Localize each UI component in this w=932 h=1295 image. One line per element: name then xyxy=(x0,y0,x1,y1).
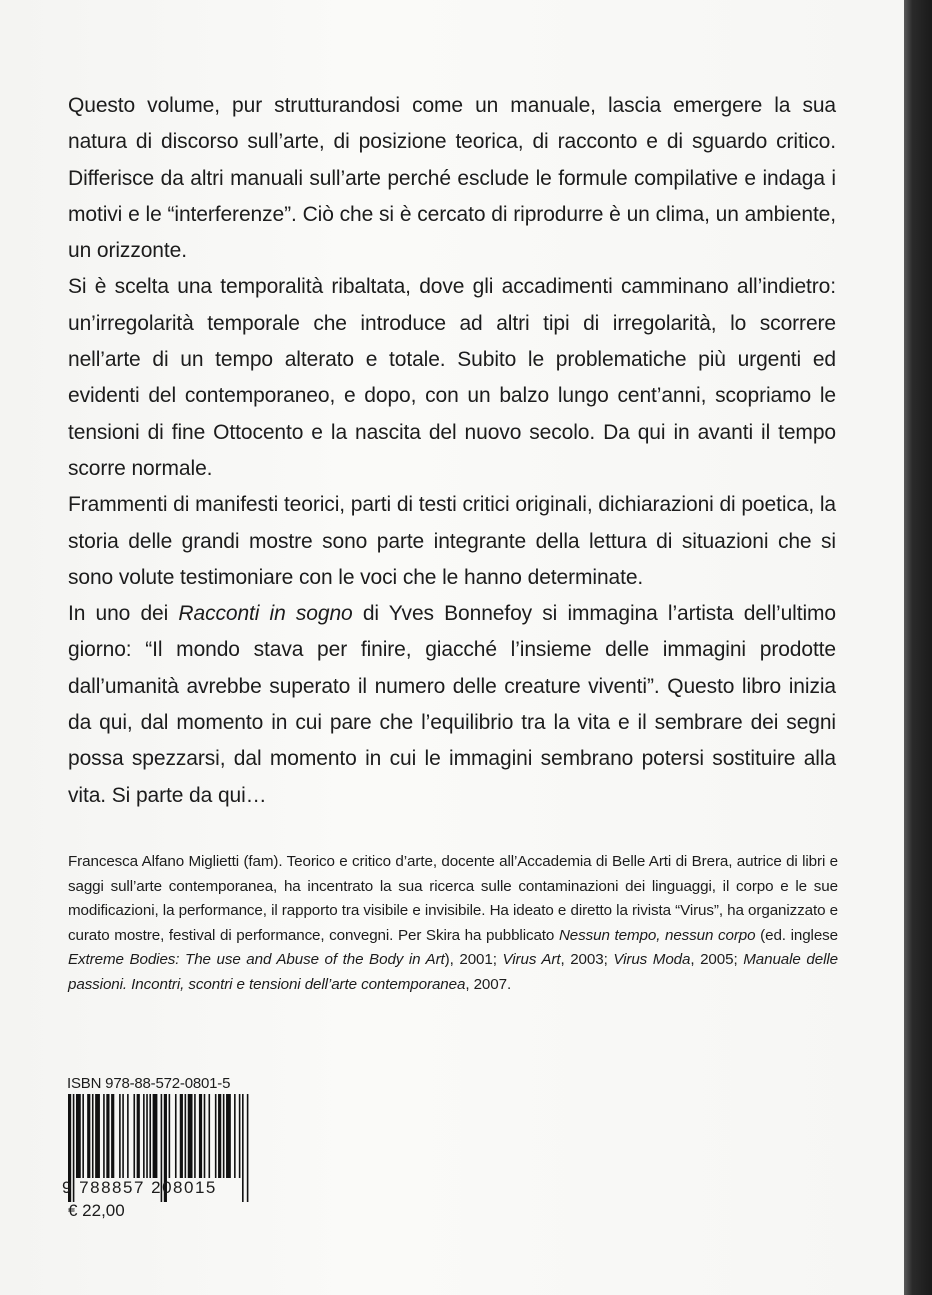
blurb-paragraph-1: Questo volume, pur strutturandosi come un manuale, lascia emergere la sua natura di discorso sull’arte, di posizione teorica, di racconto e di sguardo critico. Differisce da altri manuali sull’arte perché esclude le formule compilative e indaga i motivi e le “interferenze”. Ciò che si è cercato di riprodurre è un clima, un ambiente, un orizzonte. xyxy=(68,94,836,263)
barcode-bar xyxy=(194,1094,196,1178)
bio-title: Nessun tempo, nessun corpo xyxy=(558,926,756,944)
barcode-bar xyxy=(137,1094,140,1178)
barcode-bar xyxy=(218,1094,221,1178)
barcode-bar xyxy=(92,1094,94,1178)
isbn-label: ISBN 978-88-572-0801-5 xyxy=(67,1075,231,1092)
barcode-bar xyxy=(127,1094,129,1178)
blurb-paragraph-2: Si è scelta una temporalità ribaltata, dove gli accadimenti camminano all’indietro: un’irregolarità temporale che introduce ad altri tipi di irregolarità, lo scorrere nell’arte di un tempo alterato e totale. Subito le problematiche più urgenti ed evidenti del contemporaneo, e dopo, con un balzo lungo cent’anni, scopriamo le tensioni di fine Ottocento e la nascita del nuovo secolo. Da qui in avanti il tempo scorre normale. xyxy=(68,275,836,480)
barcode-bar xyxy=(103,1094,105,1178)
barcode-bar xyxy=(226,1094,231,1178)
barcode-bar xyxy=(95,1094,100,1178)
barcode-bar xyxy=(82,1094,84,1178)
barcode-bar xyxy=(146,1094,148,1178)
barcode-bar xyxy=(106,1094,109,1178)
bio-text: , 2007. xyxy=(465,975,512,993)
book-title-italic: Racconti in sogno xyxy=(178,602,353,626)
barcode-bar xyxy=(239,1094,241,1178)
barcode-bar xyxy=(122,1094,124,1178)
bio-title: Extreme Bodies: The use and Abuse of the Body in Art xyxy=(68,951,445,968)
bio-text: (ed. inglese xyxy=(755,926,839,944)
bio-title: Virus Moda xyxy=(613,951,691,968)
barcode-bar xyxy=(180,1094,183,1178)
bio-text: , 2005; xyxy=(690,951,744,968)
author-bio xyxy=(68,850,838,997)
barcode-bar xyxy=(175,1094,177,1178)
bio-text: , 2003; xyxy=(560,951,614,968)
bio-text: ), 2001; xyxy=(444,951,503,968)
price: € 22,00 xyxy=(68,1201,125,1220)
blurb-paragraph-3: Frammenti di manifesti teorici, parti di testi critici originali, dichiarazioni di poetica, la storia delle grandi mostre sono parte integrante della lettura di situazioni che si sono volute testimoniare con le voci che le hanno determinate. xyxy=(68,493,836,589)
barcode-bar xyxy=(76,1094,81,1178)
book-spine-edge xyxy=(904,0,932,1295)
author-bio-text xyxy=(68,850,838,997)
barcode-digits: 9 788857 208015 xyxy=(62,1178,217,1197)
barcode-bar xyxy=(208,1094,210,1178)
blurb-paragraph-4 xyxy=(68,596,836,814)
barcode-bar xyxy=(199,1094,202,1178)
barcode-bar xyxy=(234,1094,236,1178)
bio-title: Manuale delle passioni. Incontri, scontri e tensioni dell’arte contemporanea xyxy=(68,951,838,993)
barcode-bar xyxy=(149,1094,151,1178)
barcode-bar xyxy=(223,1094,225,1178)
barcode-bar xyxy=(185,1094,187,1178)
barcode-bar xyxy=(143,1094,145,1178)
bio-title: Virus Art xyxy=(502,951,561,968)
cover-blurb xyxy=(68,88,836,814)
barcode-bar xyxy=(169,1094,171,1178)
barcode-bar xyxy=(188,1094,193,1178)
barcode-bar xyxy=(111,1094,114,1178)
blurb-text: In uno dei xyxy=(68,602,179,626)
bio-text: Francesca Alfano Miglietti (fam). Teorico e critico d’arte, docente all’Accademia di Belle Arti di Brera, autrice di libri e saggi sull’arte contemporanea, ha incentrato la sua ricerca sulle contaminazioni dei linguaggi, il corpo e le sue modificazioni, la performance, il rapporto tra visibile e invisibile. Ha ideato e diretto la rivista “Virus”, ha organizzato e curato mostre, festival di performance, convegni. Per Skira ha pubblicato xyxy=(68,853,838,944)
barcode-bar xyxy=(87,1094,90,1178)
barcode-bar xyxy=(119,1094,121,1178)
barcode-bar xyxy=(204,1094,206,1178)
barcode-bar xyxy=(215,1094,217,1178)
blurb-text: di Yves Bonnefoy si immagina l’artista dell’ultimo giorno: “Il mondo stava per finire, giacché l’insieme delle immagini prodotte dall’umanità avrebbe superato il numero delle creature viventi”. Questo libro inizia da qui, dal momento in cui pare che l’equilibrio tra la vita e il sembrare dei segni possa spezzarsi, dal momento in cui le immagini sembrano potersi sostituire alla vita. Si parte da qui… xyxy=(68,602,837,807)
barcode-bar xyxy=(153,1094,158,1178)
barcode-bar xyxy=(133,1094,135,1178)
